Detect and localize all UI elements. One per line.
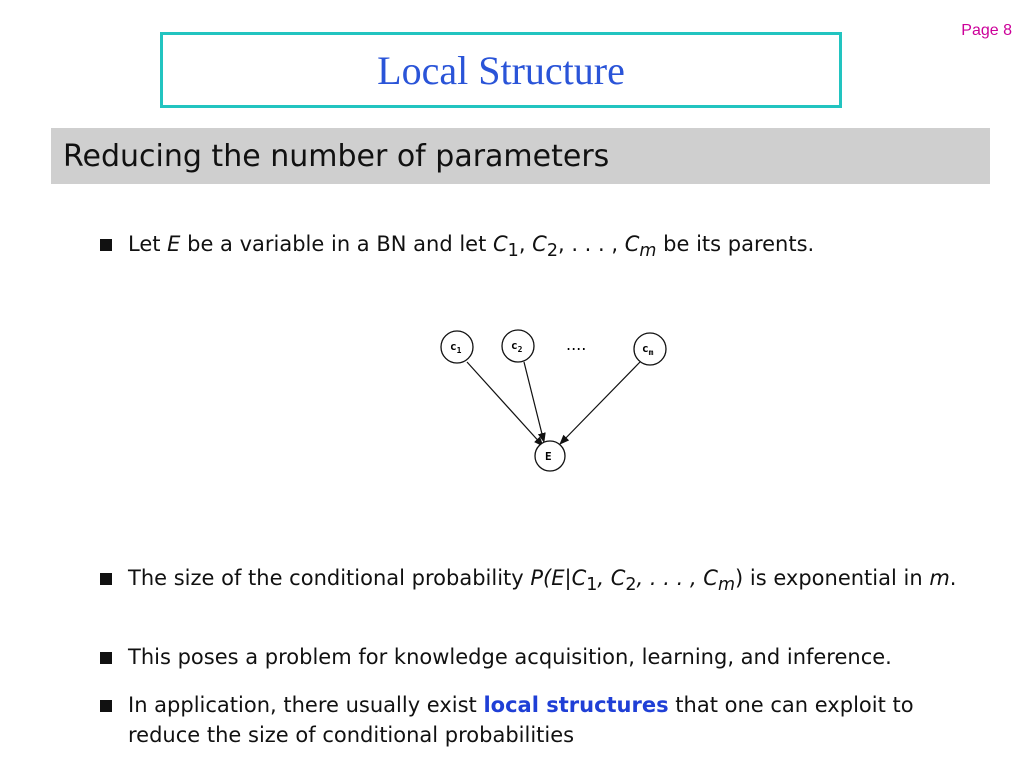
- node-c1: [441, 331, 473, 363]
- bullet-2: [100, 563, 978, 600]
- edge-c1-e: [467, 362, 543, 446]
- bullet-square-icon: [100, 239, 112, 251]
- bullet-square-icon: [100, 573, 112, 585]
- bn-diagram: [430, 322, 680, 482]
- bullet-1-text: Let E be a variable in a BN and let $C_1$, $C_2$, . . . , $C_m$ be its parents.: [128, 232, 815, 262]
- bullet-square-icon: [100, 652, 112, 664]
- page-number: Page 8: [961, 22, 1012, 39]
- bullet-1: [100, 229, 978, 266]
- bullet-3: [100, 642, 978, 672]
- slide-title: Local Structure: [377, 47, 625, 93]
- edge-cm-e: [560, 362, 640, 444]
- section-heading: Reducing the number of parameters: [63, 138, 610, 174]
- svg-text:c2: $c_2$: [511, 339, 523, 354]
- node-e: [535, 441, 565, 471]
- node-c2: [502, 330, 534, 362]
- title-box: [160, 32, 842, 108]
- edge-c2-e: [524, 362, 544, 442]
- bullet-square-icon: [100, 700, 112, 712]
- node-cm: [634, 333, 666, 365]
- section-header-bar: [51, 128, 990, 184]
- bullet-4-text: In application, there usually exist local structures that one can exploit to reduce the size of conditional probabilities: [128, 693, 914, 747]
- bullet-2-text: The size of the conditional probability $P(E|C_1$, $C_2$, . . . , $C_m$) is exponential in m.: [128, 566, 957, 596]
- svg-text:E: E: [545, 450, 552, 463]
- ellipsis: ....: [566, 335, 587, 354]
- svg-text:cm: $c_m$: [642, 342, 654, 357]
- bullet-3-text: This poses a problem for knowledge acquisition, learning, and inference.: [128, 645, 892, 669]
- local-structures-highlight: local structures: [483, 693, 669, 717]
- bullet-4: [100, 690, 978, 750]
- svg-text:c1: $c_1$: [450, 340, 462, 355]
